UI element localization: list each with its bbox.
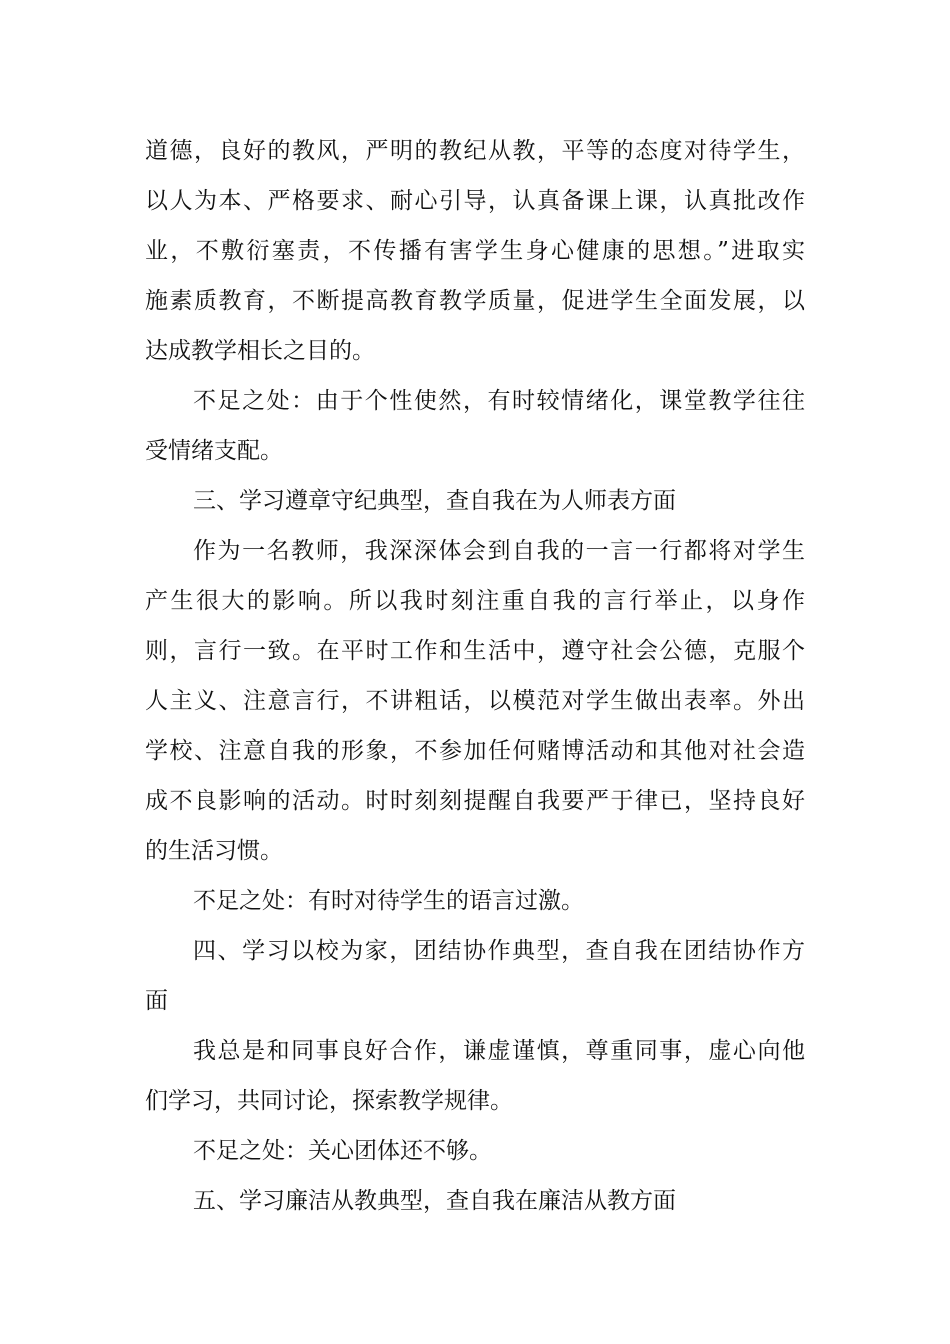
shortcoming-line: 不足之处：有时对待学生的语言过激。 bbox=[193, 888, 584, 914]
section-heading-4-cont: 面 bbox=[145, 988, 168, 1014]
text-line: 业，不敷衍塞责，不传播有害学生身心健康的思想。”进取实 bbox=[145, 238, 805, 264]
text-line: 以人为本、严格要求、耐心引导，认真备课上课，认真批改作 bbox=[145, 188, 805, 214]
section-heading-5: 五、学习廉洁从教典型，查自我在廉洁从教方面 bbox=[193, 1188, 676, 1214]
text-line: 达成教学相长之目的。 bbox=[145, 338, 375, 364]
text-line: 受情绪支配。 bbox=[145, 438, 283, 464]
shortcoming-line: 不足之处：关心团体还不够。 bbox=[193, 1138, 492, 1164]
text-line: 们学习，共同讨论，探索教学规律。 bbox=[145, 1088, 513, 1114]
text-line: 道德，良好的教风，严明的教纪从教，平等的态度对待学生， bbox=[145, 138, 805, 164]
text-line: 作为一名教师，我深深体会到自我的一言一行都将对学生 bbox=[193, 538, 805, 564]
text-line: 我总是和同事良好合作，谦虚谨慎，尊重同事，虚心向他 bbox=[193, 1038, 805, 1064]
section-heading-4: 四、学习以校为家，团结协作典型，查自我在团结协作方 bbox=[193, 938, 805, 964]
text-line: 产生很大的影响。所以我时刻注重自我的言行举止，以身作 bbox=[145, 588, 805, 614]
text-line: 人主义、注意言行，不讲粗话，以模范对学生做出表率。外出 bbox=[145, 688, 805, 714]
section-heading-3: 三、学习遵章守纪典型，查自我在为人师表方面 bbox=[193, 488, 676, 514]
text-line: 成不良影响的活动。时时刻刻提醒自我要严于律已，坚持良好 bbox=[145, 788, 805, 814]
text-line: 学校、注意自我的形象，不参加任何赌博活动和其他对社会造 bbox=[145, 738, 805, 764]
shortcoming-line: 不足之处：由于个性使然，有时较情绪化，课堂教学往往 bbox=[193, 388, 805, 414]
text-line: 施素质教育，不断提高教育教学质量，促进学生全面发展，以 bbox=[145, 288, 805, 314]
text-line: 的生活习惯。 bbox=[145, 838, 283, 864]
text-line: 则，言行一致。在平时工作和生活中，遵守社会公德，克服个 bbox=[145, 638, 805, 664]
